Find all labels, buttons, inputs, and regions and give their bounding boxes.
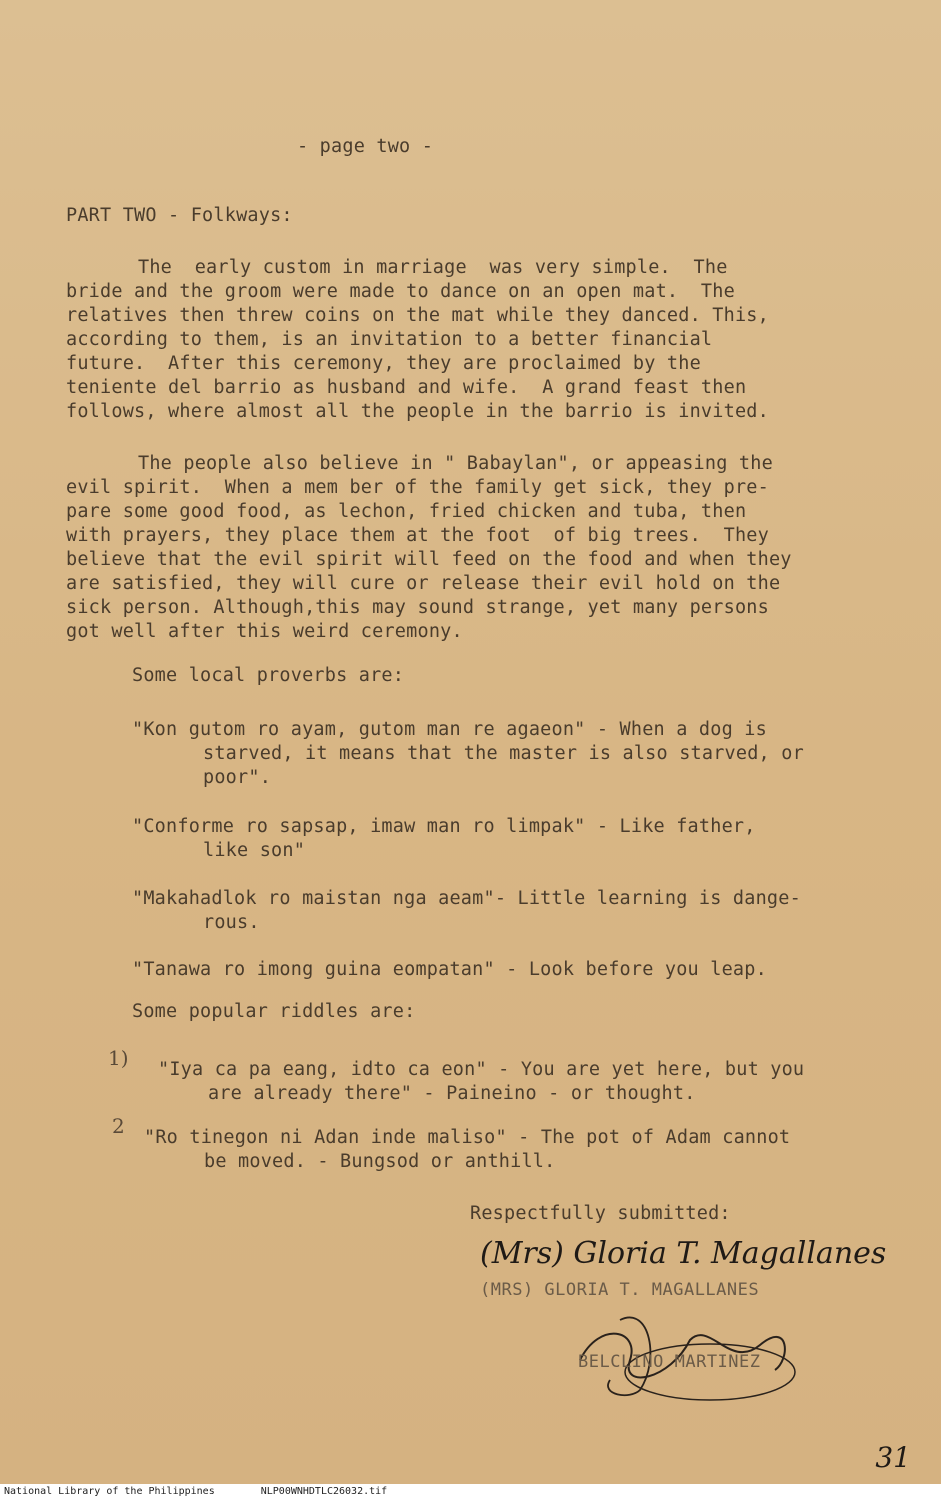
- proverb-continuation: starved, it means that the master is also starved, or: [203, 743, 804, 764]
- text-line: bride and the groom were made to dance on an open mat. The: [66, 281, 735, 302]
- proverb-continuation: like son": [203, 840, 306, 861]
- text-line: pare some good food, as lechon, fried chicken and tuba, then: [66, 501, 747, 522]
- riddle-marker: 2: [112, 1114, 125, 1138]
- riddles-intro: Some popular riddles are:: [132, 1001, 416, 1022]
- text-line: believe that the evil spirit will feed on the food and when they: [66, 549, 792, 570]
- footer-library: National Library of the Philippines: [4, 1486, 215, 1497]
- riddle-continuation: be moved. - Bungsod or anthill.: [204, 1151, 556, 1172]
- part-heading: PART TWO - Folkways:: [66, 205, 293, 226]
- footer-file: NLP00WNHDTLC26032.tif: [260, 1486, 388, 1497]
- riddle-item: "Iya ca pa eang, idto ca eon" - You are yet here, but you: [158, 1059, 805, 1080]
- page-number: 31: [875, 1441, 911, 1474]
- text-line: with prayers, they place them at the foot of big trees. They: [66, 525, 769, 546]
- typed-signature: (MRS) GLORIA T. MAGALLANES: [480, 1280, 760, 1300]
- proverb-item: "Tanawa ro imong guina eompatan" - Look before you leap.: [132, 959, 767, 980]
- text-line: teniente del barrio as husband and wife. A grand feast then: [66, 377, 747, 398]
- riddle-continuation: are already there" - Paineino - or thought.: [208, 1083, 696, 1104]
- proverb-continuation: poor".: [203, 767, 272, 788]
- text-line: got well after this weird ceremony.: [66, 621, 463, 642]
- page-header: - page two -: [297, 136, 434, 157]
- riddle-marker: 1): [108, 1046, 129, 1070]
- text-line: The people also believe in " Babaylan", or appeasing the: [138, 453, 773, 474]
- text-line: are satisfied, they will cure or release their evil hold on the: [66, 573, 781, 594]
- text-line: future. After this ceremony, they are proclaimed by the: [66, 353, 701, 374]
- proverbs-intro: Some local proverbs are:: [132, 665, 405, 686]
- proverb-continuation: rous.: [203, 912, 260, 933]
- proverb-item: "Makahadlok ro maistan nga aeam"- Little learning is dange-: [132, 888, 801, 909]
- text-line: follows, where almost all the people in the barrio is invited.: [66, 401, 769, 422]
- text-line: evil spirit. When a mem ber of the family get sick, they pre-: [66, 477, 769, 498]
- closing-line: Respectfully submitted:: [470, 1203, 731, 1224]
- archive-footer: [0, 1484, 941, 1500]
- proverb-item: "Kon gutom ro ayam, gutom man re agaeon" - When a dog is: [132, 719, 767, 740]
- text-line: The early custom in marriage was very simple. The: [138, 257, 728, 278]
- text-line: sick person. Although,this may sound strange, yet many persons: [66, 597, 769, 618]
- proverb-item: "Conforme ro sapsap, imaw man ro limpak" - Like father,: [132, 816, 756, 837]
- text-line: relatives then threw coins on the mat while they danced. This,: [66, 305, 769, 326]
- riddle-item: "Ro tinegon ni Adan inde maliso" - The pot of Adam cannot: [144, 1127, 791, 1148]
- handwritten-signature: (Mrs) Gloria T. Magallanes: [480, 1236, 887, 1271]
- typed-signature-2: BELCLINO MARTINEZ: [578, 1352, 761, 1372]
- text-line: according to them, is an invitation to a better financial: [66, 329, 713, 350]
